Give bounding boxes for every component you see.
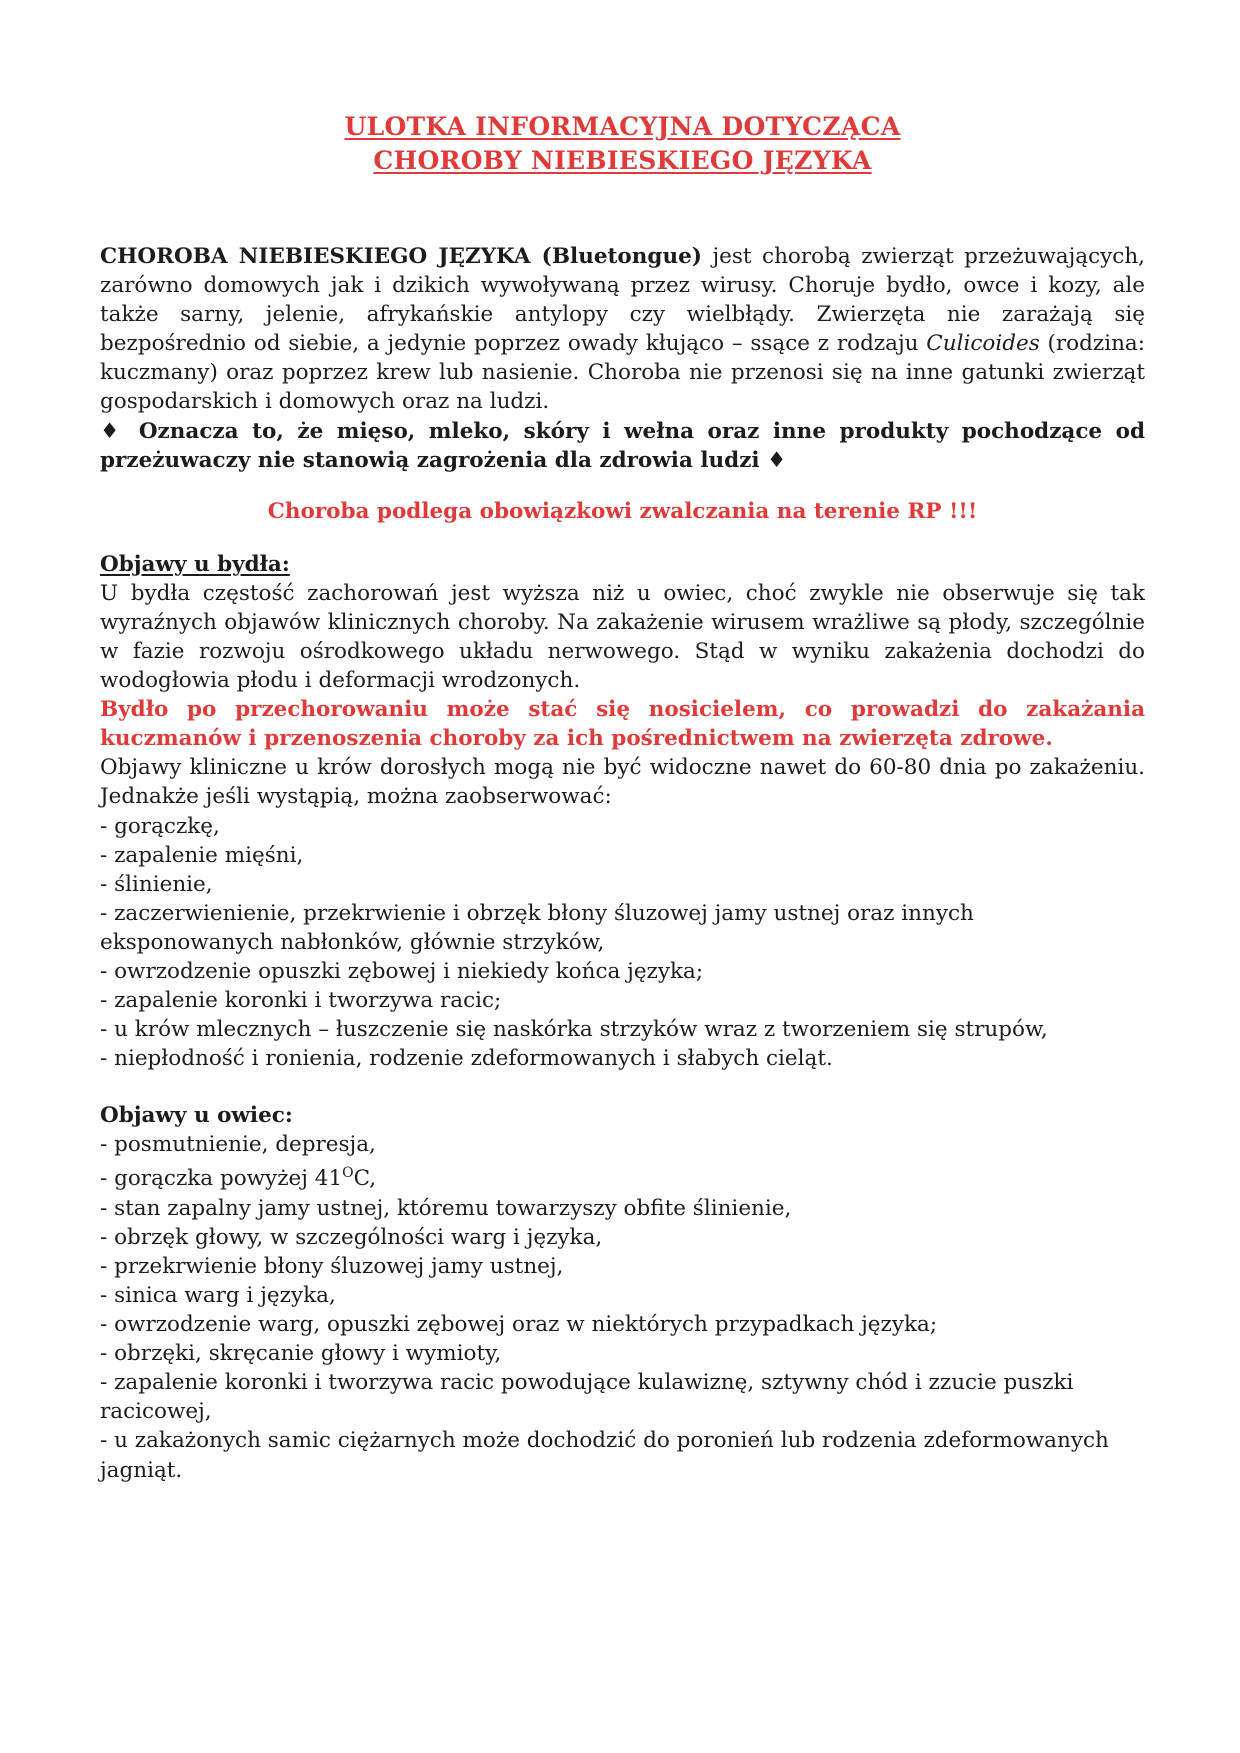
list-item: - ślinienie,	[100, 871, 213, 897]
list-item: - gorączkę,	[100, 813, 220, 839]
mandatory-control-notice: Choroba podlega obowiązkowi zwalczania na terenie RP !!!	[267, 498, 978, 524]
list-item: - zapalenie koronki i tworzywa racic;	[100, 988, 502, 1014]
title-line-2: CHOROBY NIEBIESKIEGO JĘZYKA	[373, 146, 872, 175]
intro-text-1: jest chorobą zwierząt przeżuwających, zarówno domowych jak i dzikich wywoływaną przez wirusy. Choruje bydło, owce i kozy, ale także sarny, jelenie, afrykańskie antylopy czy wielbłądy. Zwierzęta nie zarażają się bezpośrednio od siebie, a jedynie poprzez owady kłująco – ssące z rodzaju	[100, 244, 1145, 357]
list-item-fever	[100, 1159, 1145, 1193]
cattle-symptom-list	[100, 812, 1145, 1074]
list-item: - stan zapalny jamy ustnej, któremu towarzyszy obfite ślinienie,	[100, 1195, 792, 1221]
list-item: - obrzęk głowy, w szczególności warg i języka,	[100, 1224, 603, 1250]
degree-sign: O	[342, 1165, 354, 1182]
intro-text-2: (rodzina: kuczmany) oraz poprzez krew lub nasienie. Choroba nie przenosi się na inne gatunki zwierząt gospodarskich i domowych oraz na ludzi.	[100, 331, 1145, 415]
list-item: - niepłodność i ronienia, rodzenie zdeformowanych i słabych cieląt.	[100, 1046, 833, 1072]
safety-emphasis: ♦ Oznacza to, że mięso, mleko, skóry i wełna oraz inne produkty pochodzące od przeżuwaczy nie stanowią zagrożenia dla zdrowia ludzi ♦	[100, 418, 1145, 473]
sheep-section	[100, 1101, 1145, 1484]
list-item: - posmutnienie, depresja,	[100, 1132, 376, 1158]
culicoides-genus: Culicoides	[926, 331, 1040, 357]
list-item: - obrzęki, skręcanie głowy i wymioty,	[100, 1341, 502, 1367]
cattle-paragraph-1: U bydła częstość zachorowań jest wyższa niż u owiec, choć zwykle nie obserwuje się tak wyraźnych objawów klinicznych choroby. Na zakażenie wirusem wrażliwe są płody, szczególnie w fazie rozwoju ośrodkowego układu nerwowego. Stąd w wyniku zakażenia dochodzi do wodogłowia płodu i deformacji wrodzonych.	[100, 580, 1145, 694]
intro-paragraph	[100, 242, 1145, 417]
list-item: - sinica warg i języka,	[100, 1282, 336, 1308]
cattle-section	[100, 550, 1145, 1074]
disease-name: CHOROBA NIEBIESKIEGO JĘZYKA (Bluetongue)	[100, 244, 702, 269]
fever-text: - gorączka powyżej 41	[100, 1166, 343, 1192]
list-item: - u zakażonych samic ciężarnych może dochodzić do poronień lub rodzenia zdeformowanych jagniąt.	[100, 1428, 1109, 1483]
title-line-1: ULOTKA INFORMACYJNA DOTYCZĄCA	[344, 112, 901, 141]
cattle-heading: Objawy u bydła:	[100, 551, 290, 577]
list-item: - owrzodzenie opuszki zębowej i niekiedy końca języka;	[100, 958, 704, 984]
sheep-heading: Objawy u owiec:	[100, 1103, 293, 1129]
fever-unit: C,	[353, 1166, 377, 1192]
cattle-carrier-warning: Bydło po przechorowaniu może stać się nosicielem, co prowadzi do zakażania kuczmanów i przenoszenia choroby za ich pośrednictwem na zwierzęta zdrowe.	[100, 697, 1145, 752]
list-item: - zapalenie koronki i tworzywa racic powodujące kulawiznę, sztywny chód i zzucie puszki racicowej,	[100, 1370, 1074, 1425]
list-item: - owrzodzenie warg, opuszki zębowej oraz w niektórych przypadkach języka;	[100, 1312, 938, 1338]
list-item: - przekrwienie błony śluzowej jamy ustnej,	[100, 1253, 564, 1279]
list-item: - zaczerwienienie, przekrwienie i obrzęk błony śluzowej jamy ustnej oraz innych eksponowanych nabłonków, głównie strzyków,	[100, 900, 974, 955]
list-item: - zapalenie mięśni,	[100, 842, 304, 868]
sheep-symptom-list	[100, 1130, 1145, 1484]
leaflet-title	[100, 110, 1145, 178]
cattle-paragraph-2: Objawy kliniczne u krów dorosłych mogą nie być widoczne nawet do 60-80 dnia po zakażeniu. Jednakże jeśli wystąpią, można zaobserwować:	[100, 755, 1145, 810]
list-item: - u krów mlecznych – łuszczenie się naskórka strzyków wraz z tworzeniem się strupów,	[100, 1017, 1048, 1043]
